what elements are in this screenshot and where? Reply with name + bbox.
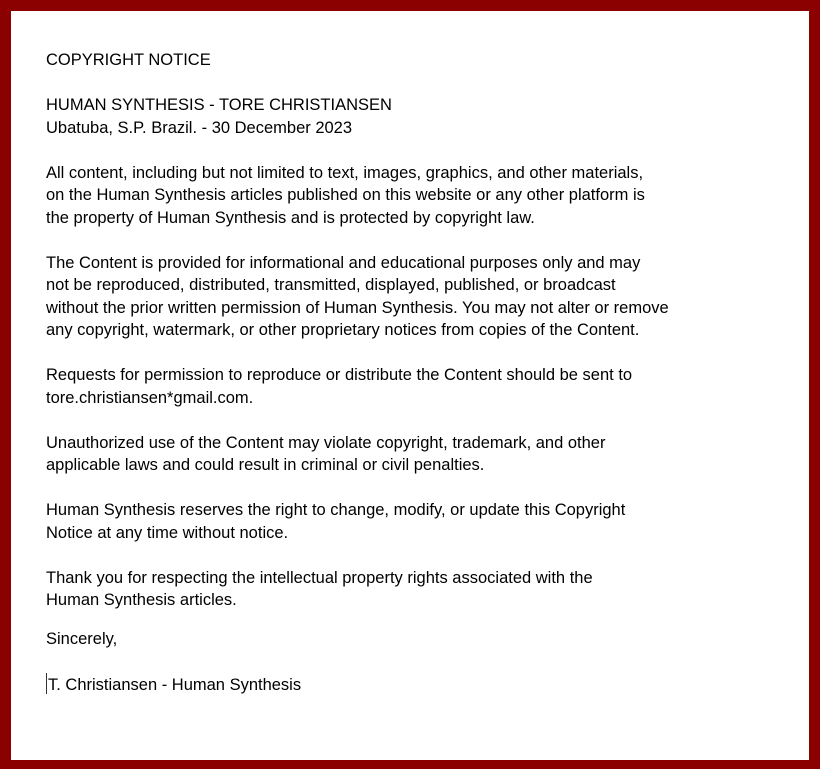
closing: [46, 628, 799, 651]
dateline: Ubatuba, S.P. Brazil. - 30 December 2023: [46, 118, 353, 137]
paragraph-line: not be reproduced, distributed, transmitted, displayed, published, or broadcast: [46, 276, 616, 294]
paragraph-line: Requests for permission to reproduce or distribute the Content should be sent to: [46, 366, 633, 384]
paragraph-line: applicable laws and could result in criminal or civil penalties.: [46, 456, 485, 474]
paragraph-line: on the Human Synthesis articles published on this website or any other platform is: [46, 186, 645, 204]
signature-text: T. Christiansen - Human Synthesis: [48, 676, 302, 694]
paragraph-line: the property of Human Synthesis and is protected by copyright law.: [46, 208, 535, 227]
contact-email-line: tore.christiansen*gmail.com.: [46, 388, 254, 407]
document-body: [11, 11, 809, 697]
signature-line: [46, 673, 799, 697]
paragraph-line: Thank you for respecting the intellectual property rights associated with the: [46, 568, 593, 587]
paragraph-line: without the prior written permission of Human Synthesis. You may not alter or remove: [46, 298, 669, 317]
paragraph-line: Unauthorized use of the Content may violate copyright, trademark, and other: [46, 433, 606, 452]
closing-text: Sincerely,: [46, 630, 118, 648]
paragraph-line: Notice at any time without notice.: [46, 523, 289, 542]
paragraph-line: any copyright, watermark, or other proprietary notices from copies of the Content.: [46, 321, 640, 339]
paragraph-line: Human Synthesis articles.: [46, 591, 237, 609]
paragraph-line: The Content is provided for informational and educational purposes only and may: [46, 253, 641, 272]
page-title-text: COPYRIGHT NOTICE: [46, 51, 211, 69]
paragraph-line: All content, including but not limited to text, images, graphics, and other materials,: [46, 163, 644, 182]
page-title: [46, 49, 799, 72]
paragraph-line: Human Synthesis reserves the right to change, modify, or update this Copyright: [46, 501, 626, 519]
text-caret: [46, 673, 47, 694]
author-line: HUMAN SYNTHESIS - TORE CHRISTIANSEN: [46, 96, 392, 114]
